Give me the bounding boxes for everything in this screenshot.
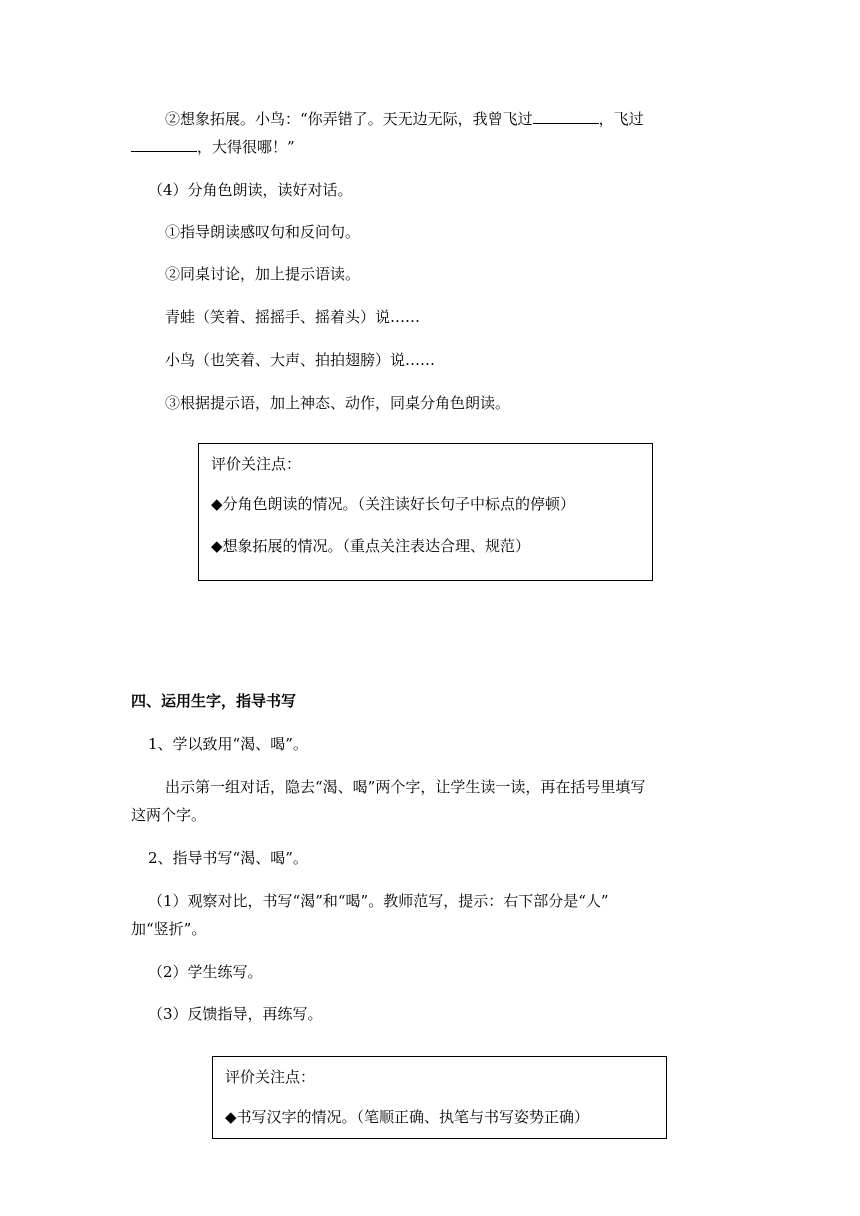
section4-sub1-line2: 加“竖折”。 — [131, 920, 207, 938]
imagination-paragraph-line2: ，大得很哪！” — [131, 137, 295, 157]
section4-item2: 2、指导书写“渴、喝”。 — [148, 849, 308, 867]
section4-sub2: （2）学生练写。 — [148, 963, 263, 981]
evaluation-box-1-point-1: ◆分角色朗读的情况。（关注读好长句子中标点的停顿） — [211, 495, 576, 513]
evaluation-box-1-title: 评价关注点： — [211, 455, 302, 473]
evaluation-box-2 — [212, 1056, 667, 1139]
fill-blank-1 — [533, 109, 599, 124]
imagination-paragraph-line1: ②想象拓展。小鸟：“你弄错了。天无边无际，我曾飞过 ，飞过 — [165, 110, 644, 128]
fill-blank-2 — [131, 137, 197, 152]
section4-sub1-line1: （1）观察对比，书写“渴”和“喝”。教师范写，提示：右下部分是“人” — [148, 892, 609, 910]
evaluation-box-2-title: 评价关注点： — [225, 1068, 316, 1086]
step4-item3: ③根据提示语，加上神态、动作，同桌分角色朗读。 — [165, 394, 511, 412]
step4-item1: ①指导朗读感叹句和反问句。 — [165, 223, 361, 241]
evaluation-box-2-point-1: ◆书写汉字的情况。（笔顺正确、执笔与书写姿势正确） — [225, 1108, 590, 1126]
section4-item1-desc-line1: 出示第一组对话，隐去“渴、喝”两个字，让学生读一读，再在括号里填写 — [165, 778, 646, 796]
section4-heading: 四、运用生字，指导书写 — [131, 692, 297, 710]
section4-item1: 1、学以致用“渴、喝”。 — [148, 735, 308, 753]
frog-dialogue-cue: 青蛙（笑着、摇摇手、摇着头）说…… — [165, 308, 421, 326]
section4-sub3: （3）反馈指导，再练写。 — [148, 1005, 323, 1023]
bird-dialogue-cue: 小鸟（也笑着、大声、拍拍翅膀）说…… — [165, 351, 436, 369]
evaluation-box-1-point-2: ◆想象拓展的情况。（重点关注表达合理、规范） — [211, 537, 531, 555]
evaluation-box-1 — [198, 443, 653, 581]
step4-title: （4）分角色朗读，读好对话。 — [148, 181, 353, 199]
section4-item1-desc-line2: 这两个字。 — [131, 806, 207, 824]
step4-item2: ②同桌讨论，加上提示语读。 — [165, 265, 361, 283]
